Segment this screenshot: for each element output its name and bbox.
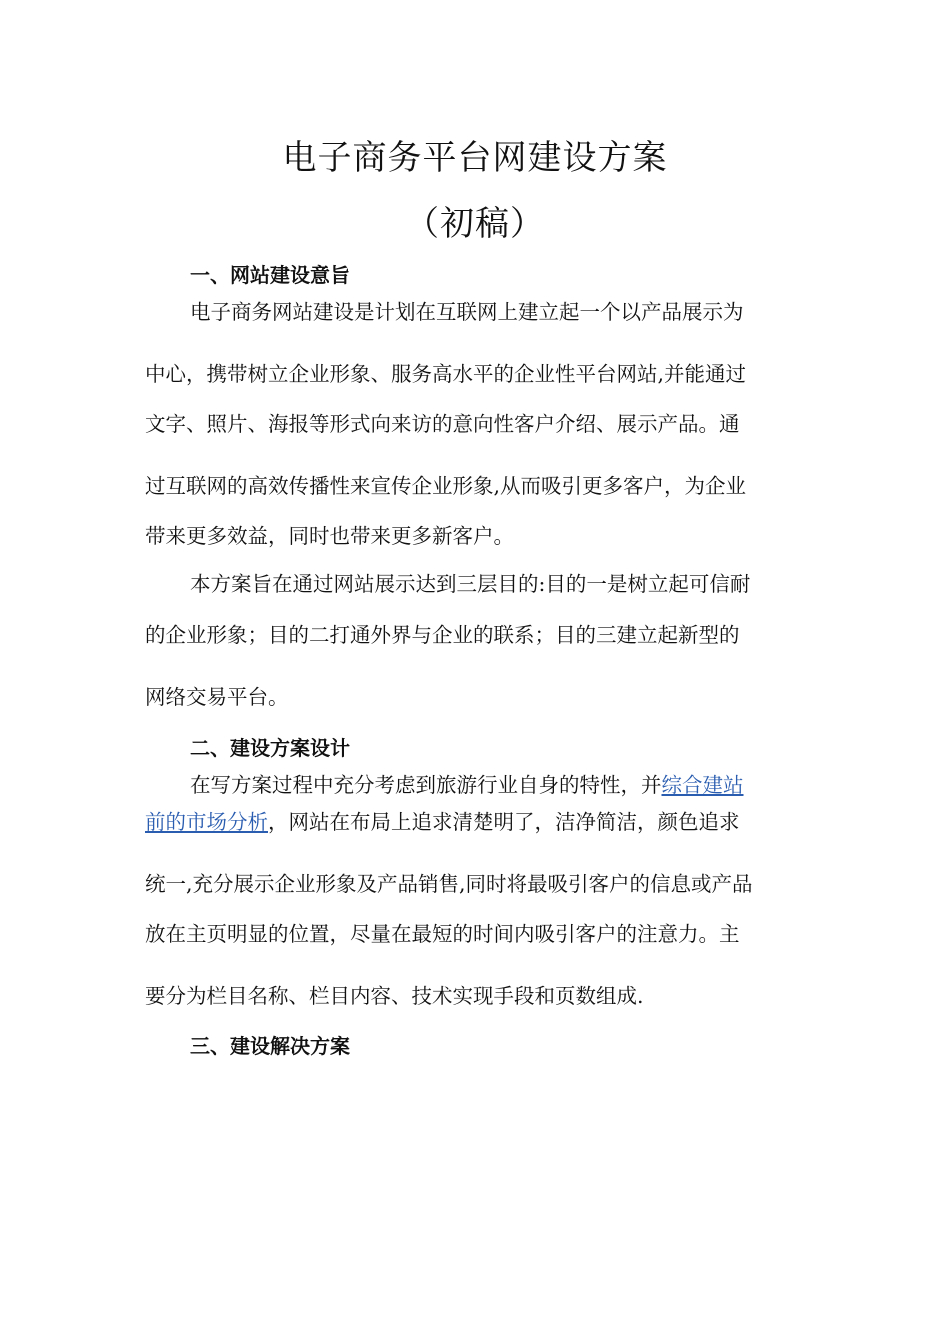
paragraph-line: 过互联网的高效传播性来宣传企业形象,从而吸引更多客户，为企业 — [145, 474, 747, 498]
text-run: 在写方案过程中充分考虑到旅游行业自身的特性，并 — [190, 773, 662, 797]
paragraph-line — [145, 805, 740, 835]
document-subtitle: （初稿） — [405, 204, 545, 244]
paragraph-line: 本方案旨在通过网站展示达到三层目的:目的一是树立起可信耐 — [190, 572, 751, 596]
paragraph-line: 要分为栏目名称、栏目内容、技术实现手段和页数组成. — [145, 984, 644, 1008]
paragraph-line: 统一,充分展示企业形象及产品销售,同时将最吸引客户的信息或产品 — [145, 872, 753, 896]
text-run: ，网站在布局上追求清楚明了，洁净简洁，颜色追求 — [268, 810, 740, 834]
document-title: 电子商务平台网建设方案 — [282, 138, 668, 178]
paragraph-line: 文字、照片、海报等形式向来访的意向性客户介绍、展示产品。通 — [145, 412, 740, 436]
paragraph-line — [190, 768, 744, 798]
link-site-analysis-cont[interactable]: 前的市场分析 — [145, 810, 268, 834]
paragraph-line: 中心，携带树立企业形象、服务高水平的企业性平台网站,并能通过 — [145, 362, 747, 386]
link-site-analysis[interactable]: 综合建站 — [661, 773, 744, 797]
paragraph-line: 网络交易平台。 — [145, 685, 289, 709]
paragraph-line: 电子商务网站建设是计划在互联网上建立起一个以产品展示为 — [190, 300, 744, 324]
section-heading-2: 二、建设方案设计 — [190, 736, 350, 760]
section-heading-1: 一、网站建设意旨 — [190, 263, 350, 287]
paragraph-line: 放在主页明显的位置，尽量在最短的时间内吸引客户的注意力。主 — [145, 922, 740, 946]
paragraph-line: 的企业形象；目的二打通外界与企业的联系；目的三建立起新型的 — [145, 623, 740, 647]
paragraph-line: 带来更多效益，同时也带来更多新客户。 — [145, 524, 514, 548]
section-heading-3: 三、建设解决方案 — [190, 1034, 350, 1058]
